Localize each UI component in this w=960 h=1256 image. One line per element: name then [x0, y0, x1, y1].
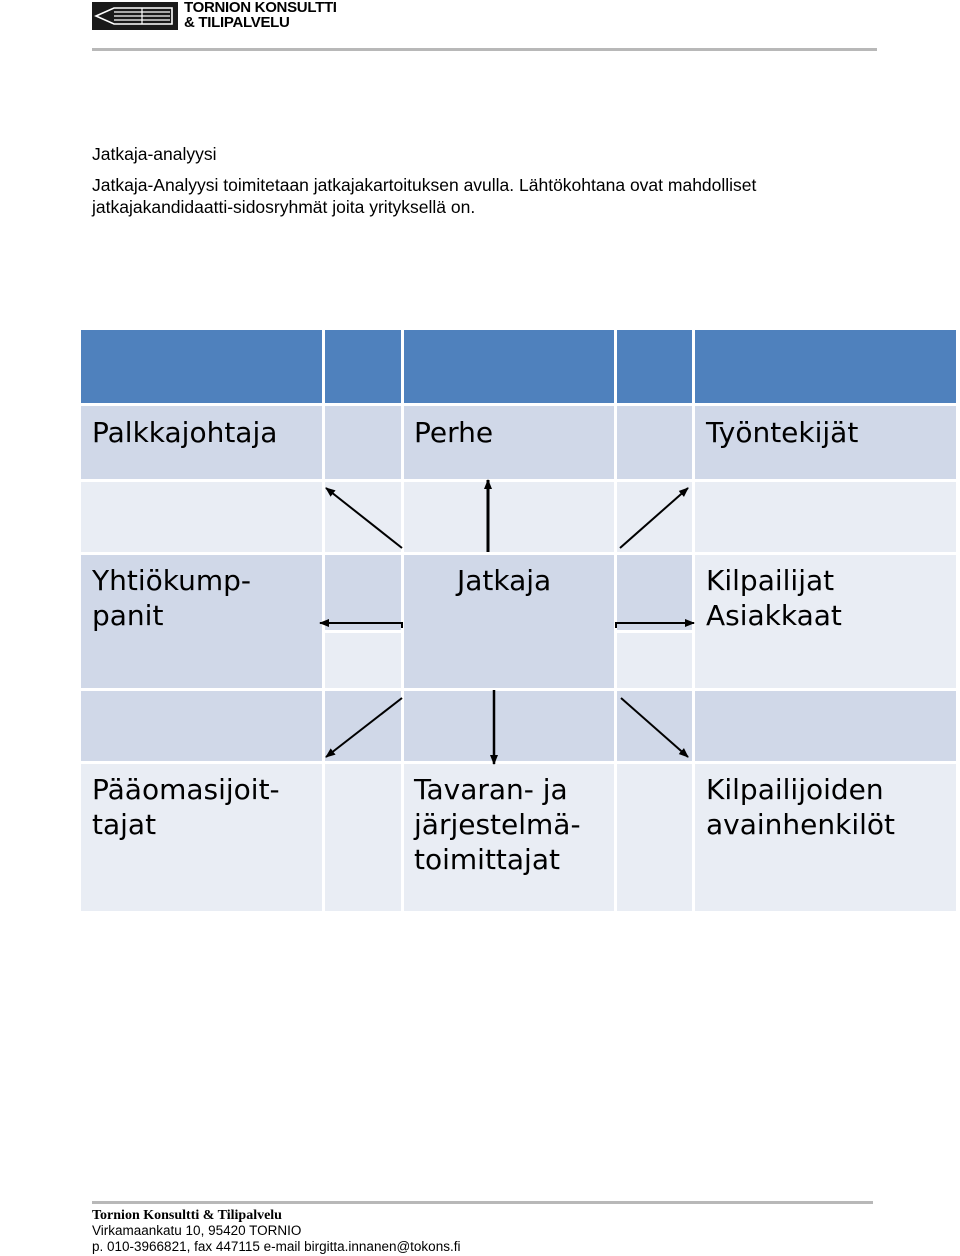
diagram-cell — [325, 482, 401, 552]
stakeholder-toimittajat-line3: toimittajat — [414, 843, 560, 876]
diagram-header-cell — [81, 330, 322, 403]
document-heading: Jatkaja-analyysi — [92, 144, 217, 164]
stakeholder-avainhenkilot-line2: avainhenkilöt — [706, 808, 896, 841]
diagram-cell — [617, 406, 692, 479]
diagram-cell — [325, 555, 401, 630]
diagram-cell — [404, 482, 614, 552]
stakeholder-paaomasijoittajat-line2: tajat — [92, 808, 157, 841]
diagram-header-cell — [325, 330, 401, 403]
diagram-cell — [325, 633, 401, 688]
footer-address: Virkamaankatu 10, 95420 TORNIO — [92, 1223, 302, 1238]
diagram-cell — [617, 555, 692, 630]
diagram-cell — [81, 482, 322, 552]
stakeholder-perhe: Perhe — [414, 416, 494, 449]
stakeholder-yhtiokumppanit-line2: panit — [92, 599, 164, 632]
intro-paragraph-line1: Jatkaja-Analyysi toimitetaan jatkajakartoituksen avulla. Lähtökohtana ovat mahdolliset — [92, 175, 757, 195]
stakeholder-toimittajat-line2: järjestelmä- — [414, 808, 581, 841]
diagram-cell — [617, 482, 692, 552]
logo — [92, 2, 178, 30]
diagram-cell — [81, 691, 322, 761]
stakeholder-kilpailijat: Kilpailijat — [706, 564, 835, 597]
header-divider — [92, 48, 877, 51]
stakeholder-paaomasijoittajat-line1: Pääomasijoit- — [92, 773, 280, 806]
diagram-cell — [404, 691, 614, 761]
stakeholder-tyontekijat: Työntekijät — [706, 416, 859, 449]
diagram-cell — [695, 482, 956, 552]
diagram-cell — [695, 691, 956, 761]
logo-text-line1: TORNION KONSULTTI — [184, 0, 337, 16]
diagram-header-cell — [404, 330, 614, 403]
stakeholder-yhtiokumppanit-line1: Yhtiökump- — [92, 564, 251, 597]
stakeholder-toimittajat-line1: Tavaran- ja — [414, 773, 568, 806]
diagram-cell — [325, 406, 401, 479]
diagram-cell — [617, 764, 692, 911]
diagram-cell — [617, 691, 692, 761]
footer-company: Tornion Konsultti & Tilipalvelu — [92, 1208, 282, 1223]
stakeholder-palkkajohtaja: Palkkajohtaja — [92, 416, 278, 449]
diagram-header-cell — [617, 330, 692, 403]
pencil-logo-icon — [92, 2, 178, 30]
stakeholder-avainhenkilot-line1: Kilpailijoiden — [706, 773, 884, 806]
diagram-header-cell — [695, 330, 956, 403]
diagram-cell — [325, 691, 401, 761]
logo-text-line2: & TILIPALVELU — [184, 14, 290, 31]
intro-paragraph-line2: jatkajakandidaatti-sidosryhmät joita yrityksellä on. — [92, 197, 476, 217]
diagram-cell — [617, 633, 692, 688]
center-jatkaja: Jatkaja — [457, 564, 552, 597]
stakeholder-asiakkaat: Asiakkaat — [706, 599, 842, 632]
footer-divider — [92, 1201, 873, 1204]
footer-contact: p. 010-3966821, fax 447115 e-mail birgitta.innanen@tokons.fi — [92, 1239, 461, 1254]
diagram-cell — [325, 764, 401, 911]
